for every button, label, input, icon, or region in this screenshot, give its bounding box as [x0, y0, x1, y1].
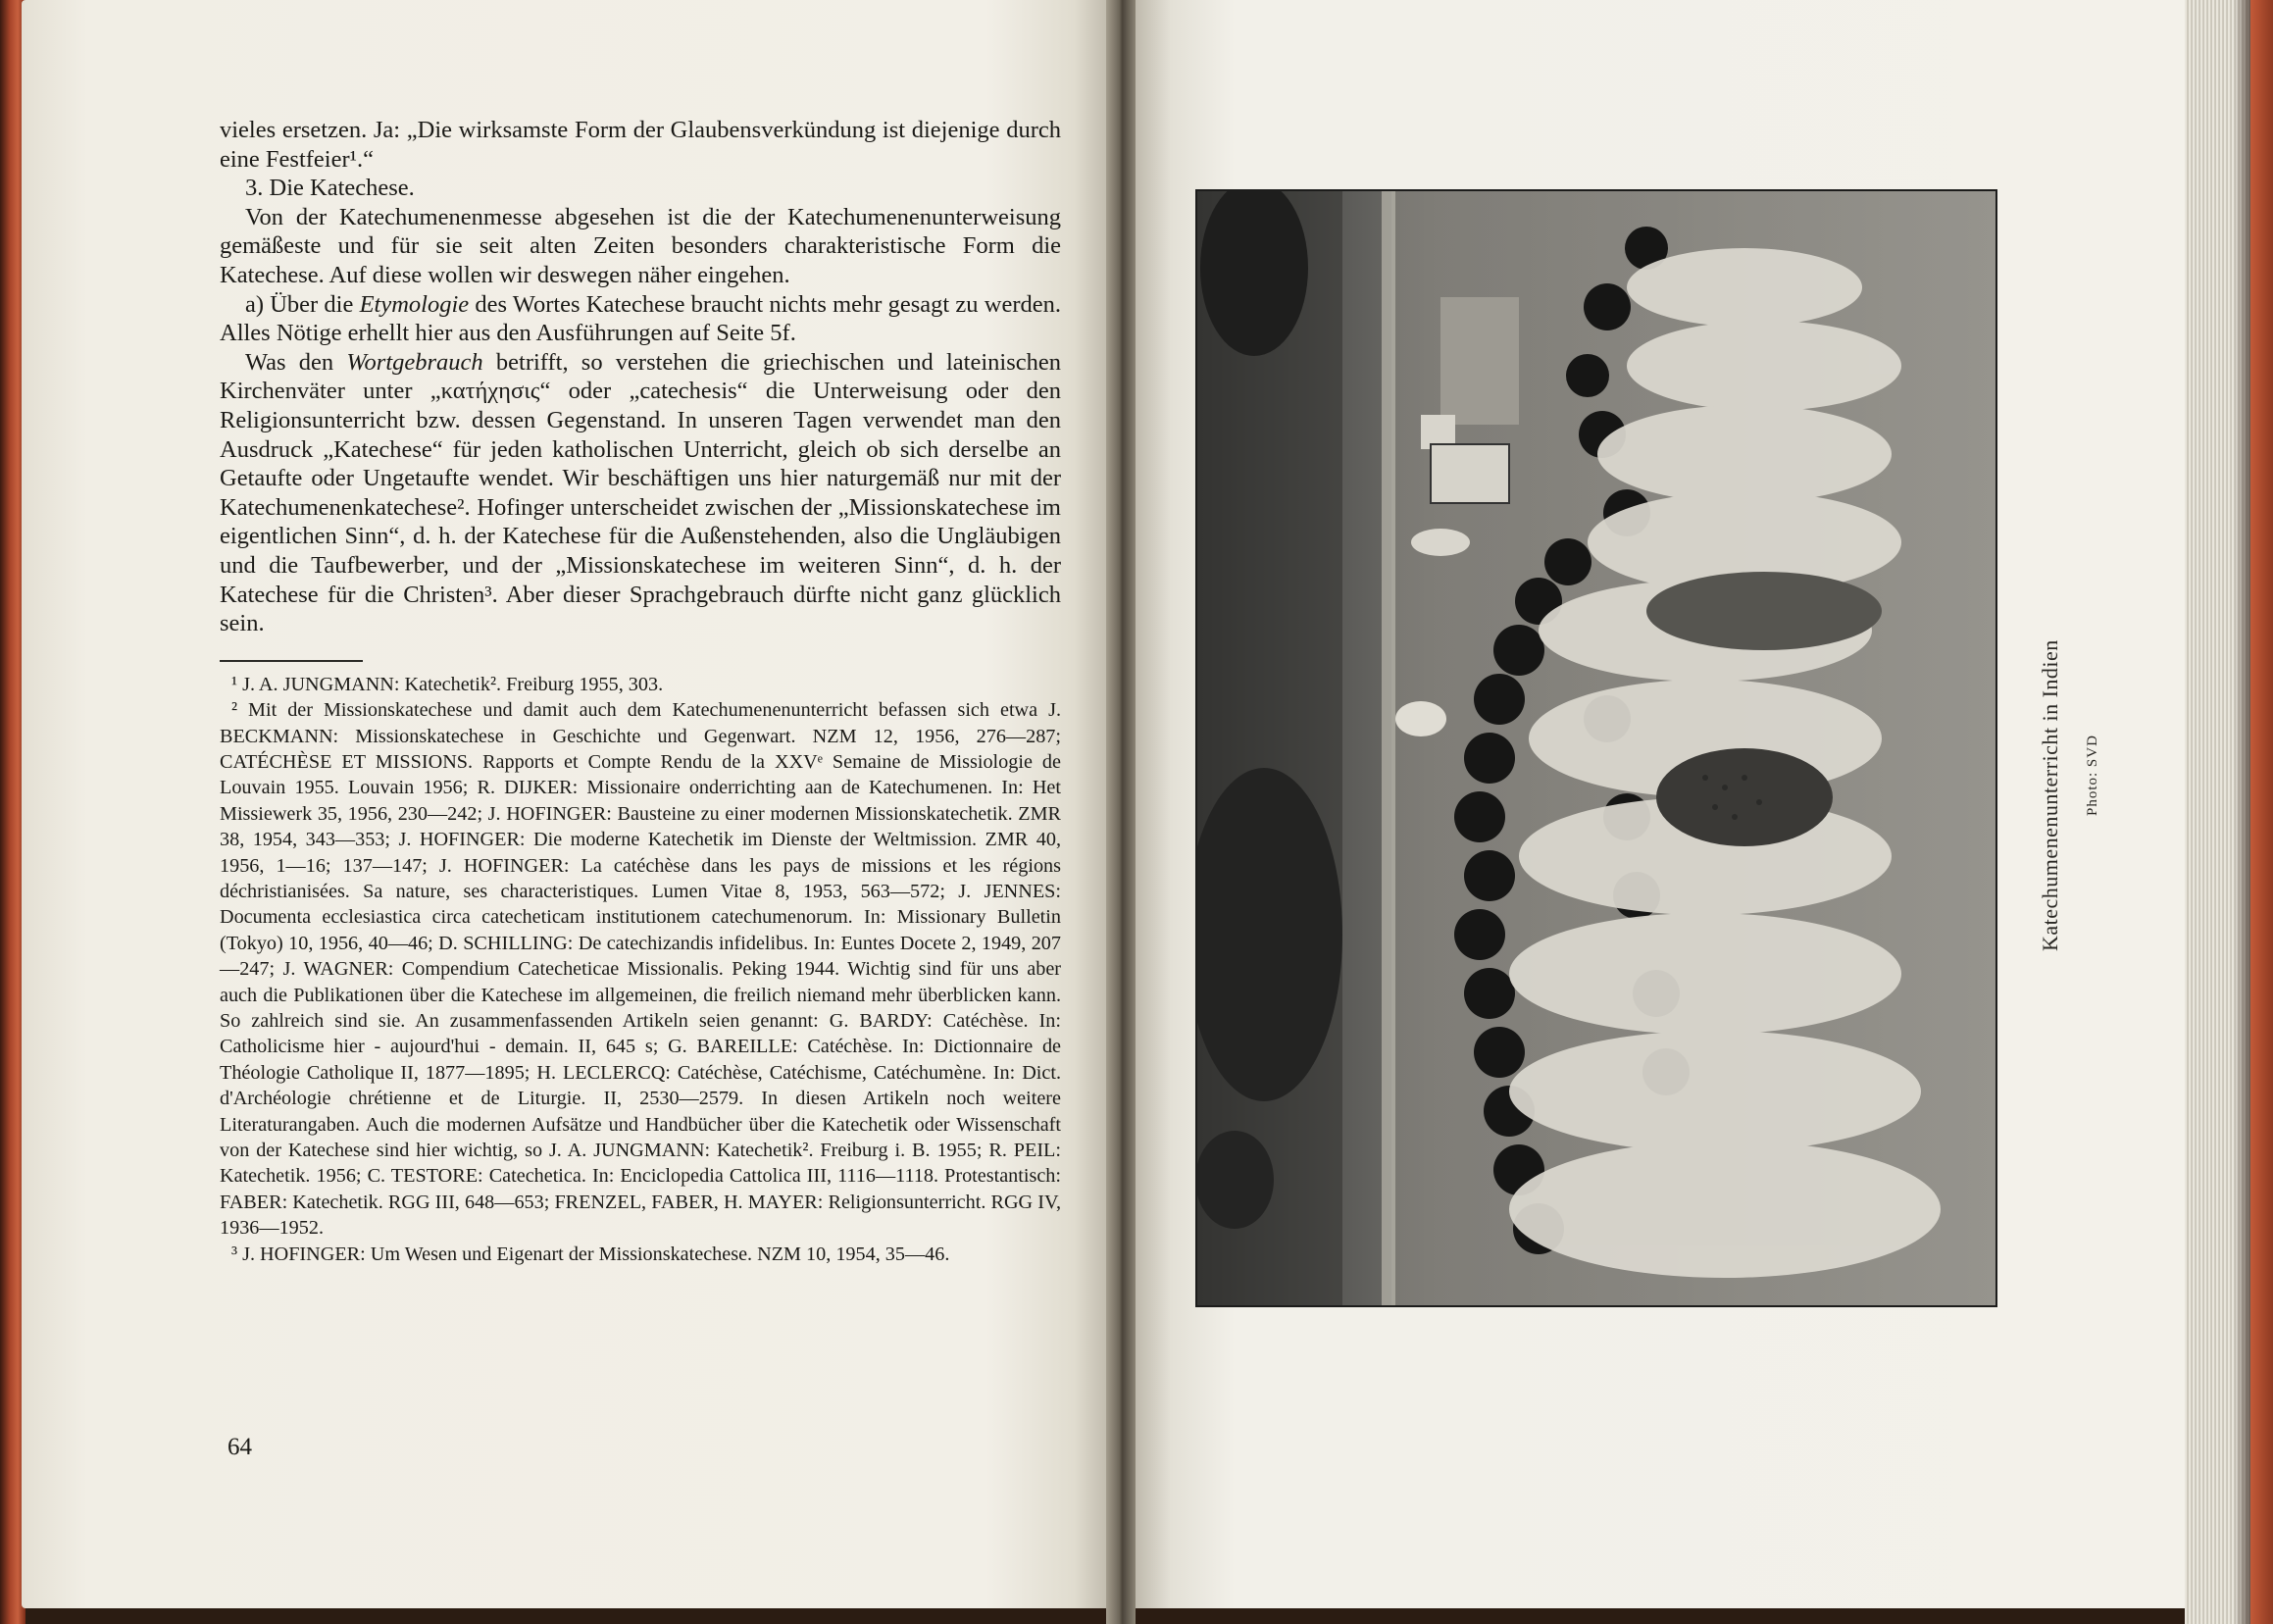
- footnote-3: ³ J. HOFINGER: Um Wesen und Eigenart der Missionskatechese. NZM 10, 1954, 35—46.: [231, 1243, 950, 1265]
- left-page-text: [220, 116, 1061, 1267]
- wortgebrauch-term: Wortgebrauch: [346, 348, 483, 376]
- paragraph-wortgebrauch: [220, 348, 1061, 638]
- footnote-1: ¹ J. A. JUNGMANN: Katechetik². Freiburg 1955, 303.: [231, 673, 664, 695]
- etymologie-term: Etymologie: [359, 290, 470, 318]
- photograph: [1195, 189, 1997, 1307]
- body-text: [220, 116, 1061, 638]
- book-gutter: [1106, 0, 1136, 1624]
- footnote-rule: [220, 660, 363, 662]
- etymologie-suffix: des Wortes Katechese braucht nichts mehr gesagt zu werden. Alles Nötige erhellt hier aus den Ausführungen auf Seite 5f.: [220, 290, 1061, 347]
- wortgebrauch-suffix: betrifft, so verstehen die griechischen und lateinischen Kirchenväter unter „κατήχησις“ oder „catechesis“ die Unterweisung oder den Religionsunterricht bzw. dessen Gegenstand. In unseren Tagen verwendet man den Ausdruck „Katechese“ für jeden katholischen Unterricht, gleich ob sich derselbe an Getaufte oder Ungetaufte wendet. Wir beschäftigen uns hier naturgemäß nur mit der Katechumenenkatechese². Hofinger unterscheidet zwischen der „Missionskatechese im eigentlichen Sinn“, d. h. der Katechese für die Außenstehenden, also die Ungläubigen und die Taufbewerber, und der „Missionskatechese im weiteren Sinn“, d. h. der Katechese für die Christen³. Aber dieser Sprachgebrauch dürfte nicht ganz glücklich sein.: [220, 348, 1061, 637]
- page-number: 64: [227, 1434, 252, 1460]
- photo-credit: Photo: SVD: [2085, 735, 2100, 816]
- section-heading: 3. Die Katechese.: [245, 175, 415, 202]
- book-cover-edge-right: [2250, 0, 2273, 1624]
- paragraph-intro: vieles ersetzen. Ja: „Die wirksamste Form der Glaubensverkündung ist diejenige durch eine Festfeier¹.“: [220, 117, 1061, 173]
- footnotes: [220, 672, 1061, 1267]
- paragraph-katechese: Von der Katechumenenmesse abgesehen ist die der Katechumenenunterweisung gemäßeste und für sie seit alten Zeiten besonders charakteristische Form die Katechese. Auf diese wollen wir deswegen näher eingehen.: [220, 203, 1061, 288]
- wortgebrauch-prefix: Was den: [245, 348, 347, 376]
- footnote-2: ² Mit der Missionskatechese und damit auch dem Katechumenenunterricht befassen sich etwa J. BECKMANN: Missionskatechese in Geschichte und Gegenwart. NZM 12, 1956, 276—287; CATÉCHÈSE ET MISSIONS. Rapports et Compte Rendu de la XXVᵉ Semaine de Missiologie de Louvain 1955. Louvain 1956; R. DIJKER: Missionaire onderrichting aan de Katechumenen. In: Het Missiewerk 35, 1956, 230—242; J. HOFINGER: Bausteine zu einer modernen Missionskatechetik. ZMR 38, 1954, 343—353; J. HOFINGER: Die moderne Katechetik im Dienste der Weltmission. ZMR 40, 1956, 1—16; 137—147; J. HOFINGER: La catéchèse dans les pays de missions et les régions déchristianisées. Sa nature, ses characteristiques. Lumen Vitae 8, 1953, 563—572; J. JENNES: Documenta ecclesiastica circa catecheticam institutionem catechumenorum. In: Missionary Bulletin (Tokyo) 10, 1956, 40—46; D. SCHILLING: De catechizandis infidelibus. In: Euntes Docete 2, 1949, 207—247; J. WAGNER: Compendium Catecheticae Missionalis. Peking 1944. Wichtig sind für uns aber auch die Publikationen über die Katechese im allgemeinen, die freilich niemand mehr überblicken kann. So zahlreich sind sie. An zusammenfassenden Artikeln seien genannt: G. BARDY: Catéchèse. In: Catholicisme hier - aujourd'hui - demain. II, 645 s; G. BAREILLE: Catéchèse. In: Dictionnaire de Théologie Catholique II, 1877—1895; H. LECLERCQ: Catéchèse, Catéchisme, Catéchumène. In: Dict. d'Archéologie chrétienne et de Liturgie. II, 2530—2579. In diesen Artikeln noch weitere Literaturangaben. Auch die modernen Aufsätze und Handbücher über die Katechetik oder Wissenschaft von der Katechese sind hier wichtig, so J. A. JUNGMANN: Katechetik². Freiburg i. B. 1955; R. PEIL: Katechetik. 1956; C. TESTORE: Catechetica. In: Enciclopedia Cattolica III, 1116—1118. Protestantisch: FABER: Katechetik. RGG III, 648—653; FRENZEL, FABER, H. MAYER: Religionsunterricht. RGG IV, 1936—1952.: [220, 699, 1061, 1240]
- photograph-illustration: [1195, 189, 1997, 1307]
- photo-caption: Katechumenenunterricht in Indien: [2038, 639, 2062, 951]
- paragraph-etymologie: [220, 290, 1061, 348]
- etymologie-prefix: a) Über die: [245, 290, 360, 318]
